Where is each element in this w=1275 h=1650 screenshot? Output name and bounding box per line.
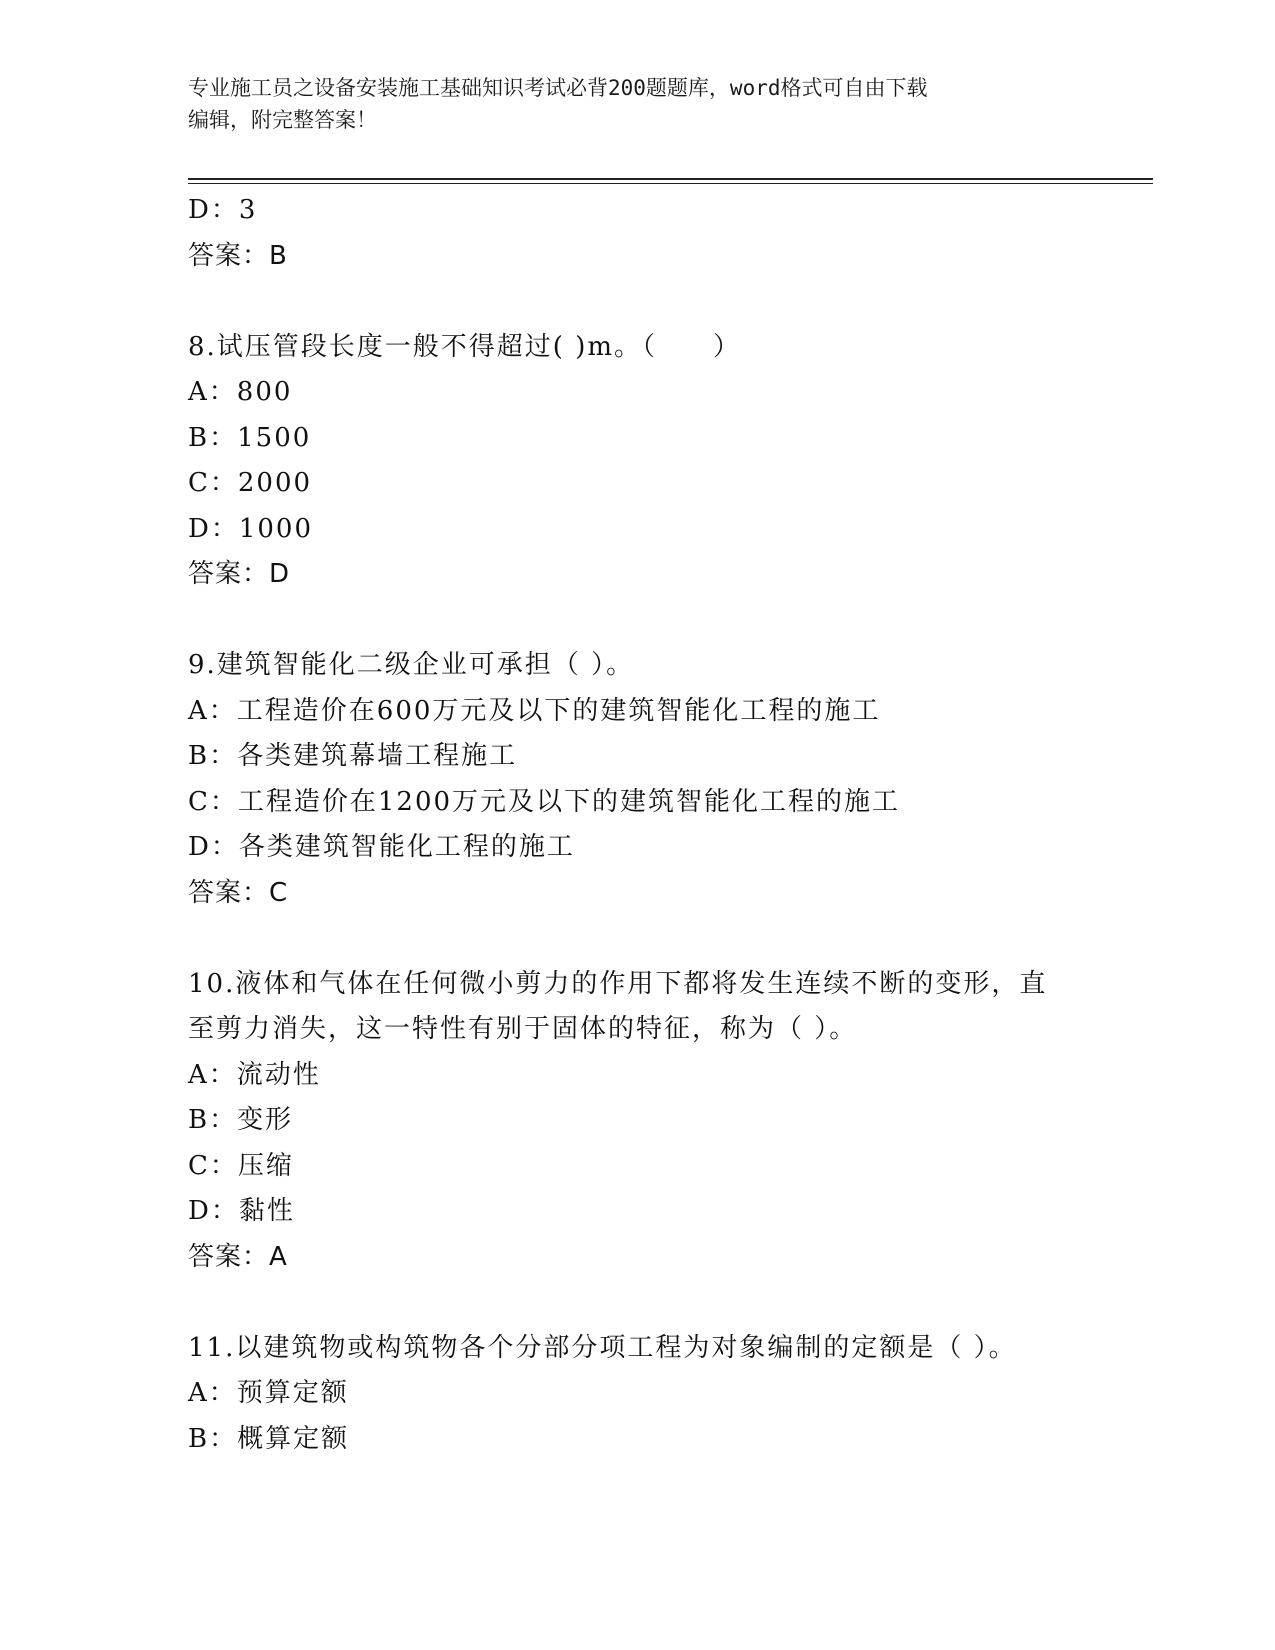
question-11: [188, 1326, 1088, 1463]
document-header: [188, 72, 1078, 136]
header-rule-thin: [188, 183, 1153, 184]
question-stem: 9.建筑智能化二级企业可承担（ ）。: [188, 650, 635, 680]
question-list: [188, 188, 1088, 1462]
option-b: B：概算定额: [188, 1423, 350, 1454]
option-b: B：变形: [188, 1105, 294, 1135]
spacer: [188, 598, 1088, 644]
option-c: C：2000: [188, 468, 313, 498]
question-9: [188, 643, 1088, 916]
answer: 答案：D: [188, 559, 291, 589]
answer: 答案：C: [188, 877, 289, 908]
spacer: [188, 1280, 1088, 1326]
question-10: [188, 962, 1088, 1281]
option-d: D：3: [188, 195, 258, 225]
option-a: A：工程造价在600万元及以下的建筑智能化工程的施工: [188, 695, 881, 726]
option-a: A：预算定额: [188, 1378, 349, 1408]
option-b: B：1500: [188, 422, 312, 453]
header-line-1: 专业施工员之设备安装施工基础知识考试必背200题题库，word格式可自由下载: [188, 76, 928, 100]
spacer: [188, 279, 1088, 325]
question-stem-line-1: 10.液体和气体在任何微小剪力的作用下都将发生连续不断的变形，直: [188, 968, 1048, 999]
option-d: D：黏性: [188, 1196, 295, 1226]
option-c: C：工程造价在1200万元及以下的建筑智能化工程的施工: [188, 786, 901, 817]
option-a: A：流动性: [188, 1059, 321, 1090]
answer: 答案：B: [188, 240, 288, 271]
option-a: A：800: [188, 377, 293, 407]
option-c: C：压缩: [188, 1150, 294, 1181]
question-stem-line-2: 至剪力消失，这一特性有别于固体的特征，称为（ ）。: [188, 1014, 858, 1044]
question-stem: 8.试压管段长度一般不得超过( )m。（ ）: [188, 331, 742, 362]
question-8: [188, 325, 1088, 598]
option-d: D：各类建筑智能化工程的施工: [188, 832, 575, 862]
answer: 答案：A: [188, 1241, 288, 1272]
option-b: B：各类建筑幕墙工程施工: [188, 741, 518, 771]
question-stem: 11.以建筑物或构筑物各个分部分项工程为对象编制的定额是（ ）。: [188, 1332, 1017, 1363]
header-line-2: 编辑，附完整答案！: [188, 108, 377, 132]
option-d: D：1000: [188, 513, 314, 544]
spacer: [188, 916, 1088, 962]
header-rule-thick: [188, 178, 1153, 180]
previous-question-tail: [188, 188, 1088, 279]
